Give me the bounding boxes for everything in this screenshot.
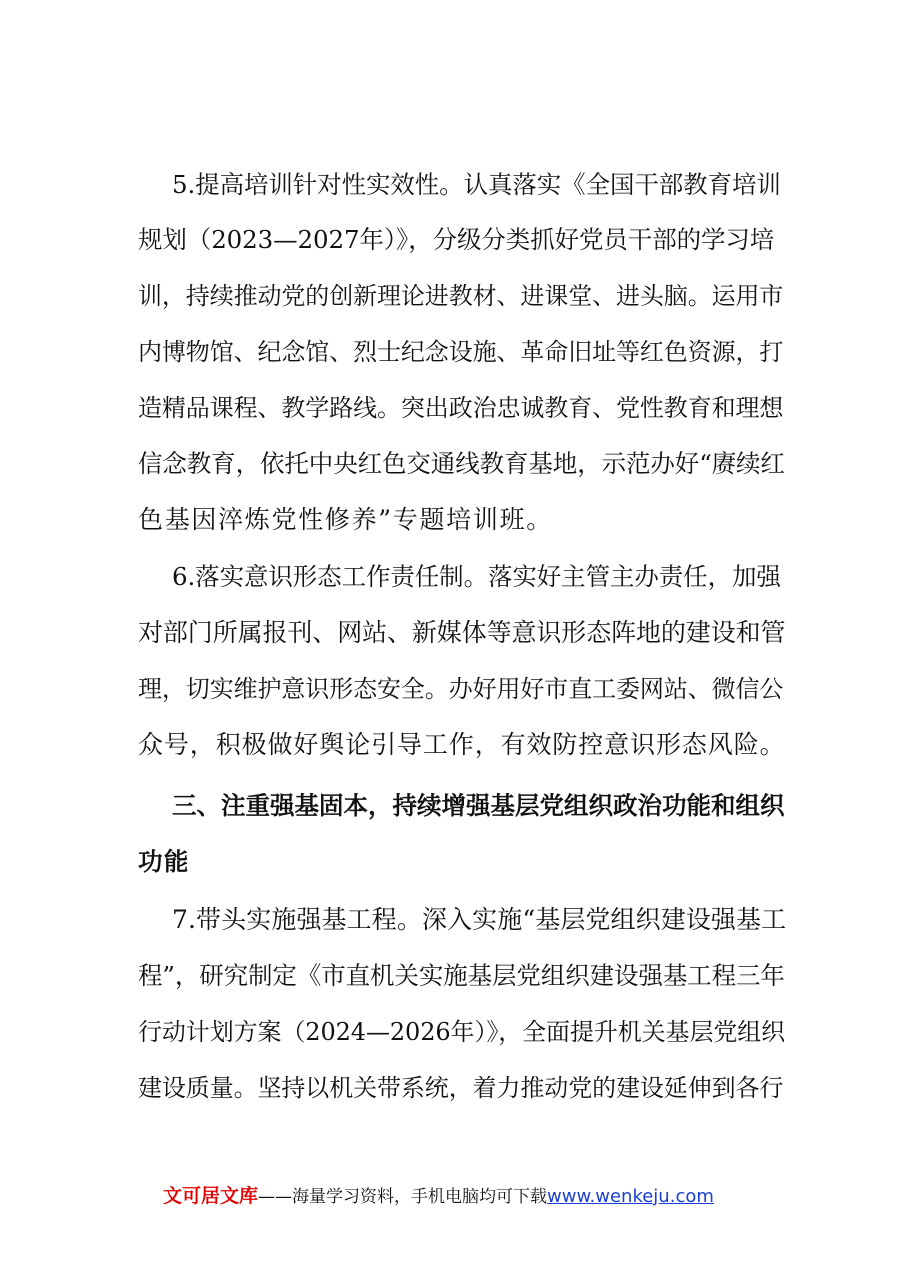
paragraph-5-line-6: 信念教育，依托中央红色交通线教育基地，示范办好“赓续红 [138,449,785,478]
section-heading-3-line-2: 功能 [138,847,190,876]
paragraph-5-line-2: 规划（2023—2027年）》，分级分类抓好党员干部的学习培 [138,225,775,254]
footer-watermark [163,1183,714,1210]
footer-slogan: ——海量学习资料，手机电脑均可下载 [258,1187,548,1207]
paragraph-7-line-4: 建设质量。坚持以机关带系统，着力推动党的建设延伸到各行 [138,1074,784,1102]
paragraph-5-line-5: 造精品课程、教学路线。突出政治忠诚教育、党性教育和理想 [138,394,784,422]
paragraph-5-line-4: 内博物馆、纪念馆、烈士纪念设施、革命旧址等红色资源，打 [138,338,784,366]
section-heading-3-line-1: 三、注重强基固本，持续增强基层党组织政治功能和组织 [172,791,785,820]
paragraph-6-line-1: 6.落实意识形态工作责任制。落实好主管主办责任，加强 [172,562,781,591]
paragraph-6-line-3: 理，切实维护意识形态安全。办好用好市直工委网站、微信公 [138,675,784,703]
paragraph-5-line-3: 训，持续推动党的创新理论进教材、进课堂、进头脑。运用市 [138,282,784,310]
paragraph-5-line-7: 色基因淬炼党性修养”专题培训班。 [138,505,553,534]
footer-brand: 文可居文库 [163,1185,259,1207]
paragraph-7-line-2: 程”，研究制定《市直机关实施基层党组织建设强基工程三年 [138,961,785,990]
paragraph-7-line-3: 行动计划方案（2024—2026年）》，全面提升机关基层党组织 [138,1018,786,1046]
paragraph-6-line-4: 众号，积极做好舆论引导工作，有效防控意识形态风险。 [138,730,786,759]
paragraph-6-line-2: 对部门所属报刊、网站、新媒体等意识形态阵地的建设和管 [138,618,786,647]
paragraph-5-line-1: 5.提高培训针对性实效性。认真落实《全国干部教育培训 [172,170,781,199]
paragraph-7-line-1: 7.带头实施强基工程。深入实施“基层党组织建设强基工 [172,905,787,934]
footer-website-link[interactable]: www.wenkeju.com [547,1186,714,1207]
